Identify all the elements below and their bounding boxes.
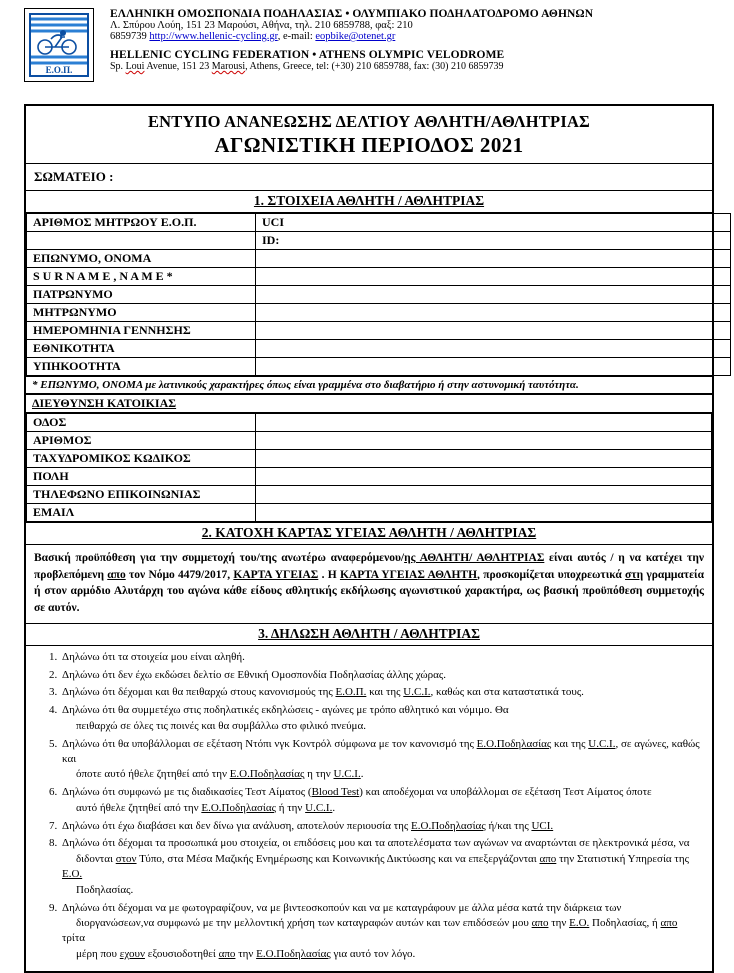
health-card-paragraph: Βασική προϋπόθεση για την συμμετοχή του/της ανωτέρω αναφερόμενου/ης ΑΘΛΗΤΗ/ ΑΘΛΗΤΡΙΑΣ είναι αυτός / η να κατέχει την προβλεπόμενη απο τον Νόμο 4479/2017, ΚΑΡΤΑ ΥΓΕΙΑΣ . Η ΚΑΡΤΑ ΥΓΕΙΑΣ ΑΘΛΗΤΗ, προσκομίζεται υποχρεωτικά στη γραμματεία ή στον αρμόδιο Αλυτάρχη του αγώνα κάθε είδους αθλητικής εκδήλωσης αγωνιστικού χαρακτήρα, ως βασική προϋπόθεση συμμετοχής σε αυτόν. — [34, 552, 704, 615]
federation-name-en: HELLENIC CYCLING FEDERATION • ATHENS OLYMPIC VELODROME — [110, 49, 505, 61]
field-label: ΤΑΧΥΔΡΟΜΙΚΟΣ ΚΩΔΙΚΟΣ — [27, 450, 256, 468]
section-2-header: 2. ΚΑΤΟΧΗ ΚΑΡΤΑΣ ΥΓΕΙΑΣ ΑΘΛΗΤΗ / ΑΘΛΗΤΡΙΑΣ — [26, 522, 712, 545]
section-3-header: 3. ΔΗΛΩΣΗ ΑΘΛΗΤΗ / ΑΘΛΗΤΡΙΑΣ — [26, 623, 712, 646]
uci-id-value[interactable]: ID: — [256, 232, 731, 250]
declaration-item: 4. Δηλώνω ότι θα συμμετέχω στις ποδηλατικές εκδηλώσεις - αγώνες με τρόπο αθλητικό και νόμιμο. Θα πειθαρχώ σε όλες τις ποινές και θα συμβάλλω στο φιλικό πνεύμα. — [60, 703, 702, 734]
form-title-line1: ΕΝΤΥΠΟ ΑΝΑΝΕΩΣΗΣ ΔΕΛΤΙΟΥ ΑΘΛΗΤΗ/ΑΘΛΗΤΡΙΑΣ — [147, 112, 591, 131]
field-value[interactable] — [256, 340, 731, 358]
field-label: ΕΘΝΙΚΟΤΗΤΑ — [27, 340, 256, 358]
club-label: ΣΩΜΑΤΕΙΟ : — [34, 169, 114, 184]
cyclist-logo-icon — [29, 13, 89, 77]
declaration-item: 8. Δηλώνω ότι δέχομαι τα προσωπικά μου στοιχεία, οι επιδόσεις μου και τα αποτελέσματα των αγώνων να αναρτώνται σε ηλεκτρονικά μέσα, να διδονται στον Τύπο, στα Μέσα Μαζικής Ενημέρωσης και Κοινωνικής Δικτύωσης και να επεξεργάζονται απο την Στατιστική Υπηρεσία της Ε.Ο. Ποδηλασίας. — [60, 836, 702, 898]
table-row — [27, 432, 712, 450]
federation-address-gr: Λ. Σπύρου Λούη, 151 23 Μαρούσι, Αθήνα, τηλ. 210 6859788, φαξ: 210 — [110, 20, 413, 31]
field-label: S U R N A M E , N A M E * — [27, 268, 256, 286]
table-row — [27, 286, 731, 304]
field-value[interactable] — [256, 486, 712, 504]
address-loui: Loui — [125, 61, 145, 72]
field-value[interactable] — [256, 468, 712, 486]
svg-text:Ε.Ο.Π.: Ε.Ο.Π. — [45, 65, 73, 75]
address-fields-table — [26, 413, 712, 522]
field-value[interactable] — [256, 450, 712, 468]
club-field[interactable] — [26, 163, 712, 190]
field-label: ΤΗΛΕΦΩΝΟ ΕΠΙΚΟΙΝΩΝΙΑΣ — [27, 486, 256, 504]
table-row — [27, 504, 712, 522]
letterhead — [0, 0, 734, 84]
field-label: ΜΗΤΡΩΝΥΜΟ — [27, 304, 256, 322]
table-row — [27, 486, 712, 504]
table-row — [27, 268, 731, 286]
field-value[interactable] — [256, 414, 712, 432]
table-row — [27, 358, 731, 376]
federation-contact-gr: 6859739 http://www.hellenic-cycling.gr, e-mail: eopbike@otenet.gr — [110, 31, 396, 42]
field-label: ΥΠΗΚΟΟΤΗΤΑ — [27, 358, 256, 376]
declaration-item: 3. Δηλώνω ότι δέχομαι και θα πειθαρχώ στους κανονισμούς της Ε.Ο.Π. και της U.C.I., καθώς και στα καταστατικά τους. — [60, 685, 702, 700]
athlete-number-input[interactable] — [27, 232, 256, 250]
field-label: ΑΡΙΘΜΟΣ — [27, 432, 256, 450]
field-label: ΗΜΕΡΟΜΗΝΙΑ ΓΕΝΝΗΣΗΣ — [27, 322, 256, 340]
declaration-item: 6. Δηλώνω ότι συμφωνώ με τις διαδικασίες Τεστ Αίματος (Blood Test) και αποδέχομαι να υποβάλλομαι σε εξέταση Τεστ Αίματος όποτε αυτό ήθελε ζητηθεί από την Ε.Ο.Ποδηλασίας ή την U.C.I.. — [60, 785, 702, 816]
address-subheader: ΔΙΕΥΘΥΝΣΗ ΚΑΤΟΙΚΙΑΣ — [26, 394, 712, 413]
field-value[interactable] — [256, 432, 712, 450]
table-row — [27, 450, 712, 468]
declaration-item: 5. Δηλώνω ότι θα υποβάλλομαι σε εξέταση Ντόπι νγκ Κοντρόλ σύμφωνα με τον κανονισμό της Ε.Ο.Ποδηλασίας και της U.C.I., σε αγώνες, καθώς και όποτε αυτό ήθελε ζητηθεί από την Ε.Ο.Ποδηλασίας η την U.C.I.. — [60, 737, 702, 783]
athlete-fields-table — [26, 213, 731, 376]
latin-name-footnote: * ΕΠΩΝΥΜΟ, ΟΝΟΜΑ με λατινικούς χαρακτήρες όπως είναι γραμμένα στο διαβατήριο ή στην αστυνομική ταυτότητα. — [26, 376, 712, 394]
field-label: ΠΑΤΡΩΝΥΜΟ — [27, 286, 256, 304]
field-label: ΠΟΛΗ — [27, 468, 256, 486]
table-row — [27, 468, 712, 486]
table-row — [27, 340, 731, 358]
uci-id-label: UCI — [256, 214, 731, 232]
table-row — [27, 322, 731, 340]
table-row — [27, 250, 731, 268]
table-row — [27, 414, 712, 432]
field-value[interactable] — [256, 250, 731, 268]
declaration-list — [26, 646, 712, 971]
letterhead-text — [94, 8, 728, 72]
section-1-header: 1. ΣΤΟΙΧΕΙΑ ΑΘΛΗΤΗ / ΑΘΛΗΤΡΙΑΣ — [26, 190, 712, 213]
field-value[interactable] — [256, 504, 712, 522]
declaration-item: 9. Δηλώνω ότι δέχομαι να με φωτογραφίζουν, να με βιντεοσκοπούν και να με καταγράφουν με άλλα μέσα κατά την διάρκεια των διοργανώσεων,να συμφωνώ με την μελλοντική χρήση των καταγραφών αυτών και των επιδόσεών μου απο την Ε.Ο. Ποδηλασίας, ή απο τρίτα μέρη που εχουν εξουσιοδοτηθεί απο την Ε.Ο.Ποδηλασίας για αυτό τον λόγο. — [60, 901, 702, 963]
federation-logo — [24, 8, 94, 82]
form-body — [24, 104, 714, 973]
website-link[interactable]: http://www.hellenic-cycling.gr — [149, 31, 278, 42]
field-value[interactable] — [256, 304, 731, 322]
table-row — [27, 304, 731, 322]
field-label: ΑΡΙΘΜΟΣ ΜΗΤΡΩΟΥ Ε.Ο.Π. — [27, 214, 256, 232]
address-marousi: Marousi — [211, 61, 246, 72]
field-value[interactable] — [256, 268, 731, 286]
field-value[interactable] — [256, 286, 731, 304]
email-link[interactable]: eopbike@otenet.gr — [315, 31, 396, 42]
field-value[interactable] — [256, 322, 731, 340]
federation-address-en: Sp. Loui Avenue, 151 23 Marousi, Athens, Greece, tel: (+30) 210 6859788, fax: (30) 210 6859739 — [110, 61, 504, 72]
field-value[interactable] — [256, 358, 731, 376]
declaration-item: 2. Δηλώνω ότι δεν έχω εκδώσει δελτίο σε Εθνική Ομοσπονδία Ποδηλασίας άλλης χώρας. — [60, 668, 702, 683]
table-row — [27, 214, 731, 232]
field-label: ΕΜΑΙΛ — [27, 504, 256, 522]
table-row — [27, 232, 731, 250]
federation-name-gr: ΕΛΛΗΝΙΚΗ ΟΜΟΣΠΟΝΔΙΑ ΠΟΔΗΛΑΣΙΑΣ • ΟΛΥΜΠΙΑΚΟ ΠΟΔΗΛΑΤΟΔΡΟΜΟ ΑΘΗΝΩΝ — [110, 8, 594, 20]
field-label: ΕΠΩΝΥΜΟ, ΟΝΟΜΑ — [27, 250, 256, 268]
form-title-line2: ΑΓΩΝΙΣΤΙΚΗ ΠΕΡΙΟΔΟΣ 2021 — [214, 133, 524, 157]
declaration-item: 7. Δηλώνω ότι έχω διαβάσει και δεν δίνω για ανάλυση, αποτελούν περιουσία της Ε.Ο.Ποδηλασίας ή/και της UCI. — [60, 819, 702, 834]
declaration-item: 1. Δηλώνω ότι τα στοιχεία μου είναι αληθή. — [60, 650, 702, 665]
field-label: ΟΔΟΣ — [27, 414, 256, 432]
